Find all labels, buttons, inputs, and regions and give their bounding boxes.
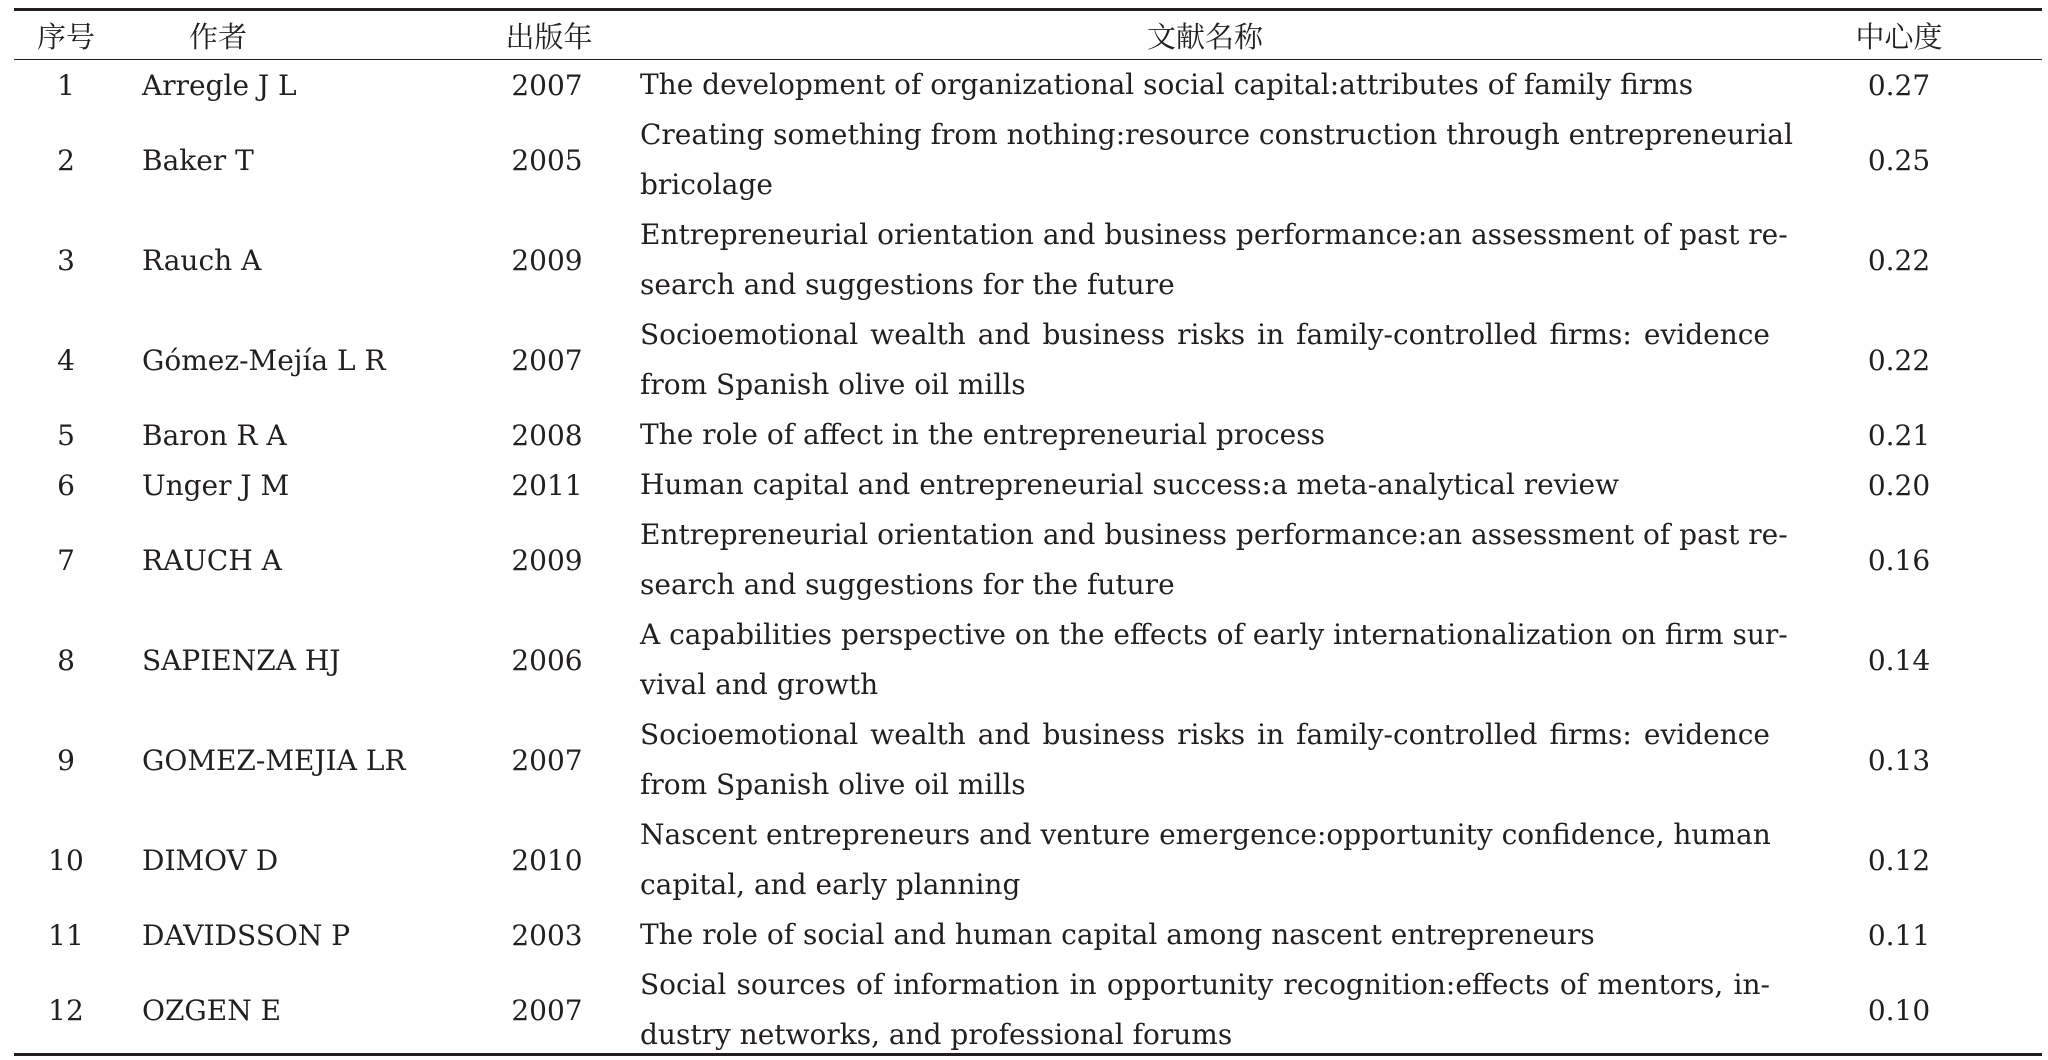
row-centrality: 0.22 [1867, 243, 1931, 277]
table-row [14, 810, 2042, 910]
row-title-line: A capabilities perspective on the effects of early internationalization on firm sur- [640, 618, 1788, 651]
row-year: 2003 [511, 918, 583, 952]
table-row [14, 960, 2042, 1060]
row-title-line: The development of organizational social capital:attributes of family firms [640, 68, 1694, 101]
row-number: 9 [57, 743, 75, 777]
row-title-line: The role of social and human capital among nascent entrepreneurs [640, 918, 1595, 951]
row-number: 5 [57, 418, 75, 452]
row-author: Baron R A [142, 418, 287, 452]
row-number: 7 [57, 543, 75, 577]
row-number: 11 [48, 918, 84, 952]
row-title [640, 460, 1770, 510]
row-number: 3 [57, 243, 75, 277]
row-title [640, 110, 1793, 210]
row-title-line: search and suggestions for the future [640, 268, 1175, 301]
header-centrality: 中心度 [1855, 19, 1943, 54]
table-row [14, 460, 2042, 510]
row-author: DIMOV D [142, 843, 279, 877]
table-row [14, 110, 2042, 210]
row-title [640, 510, 1788, 610]
row-author: Arregle J L [142, 68, 297, 102]
row-title [640, 610, 1788, 710]
table-row [14, 510, 2042, 610]
header-title: 文献名称 [1146, 19, 1263, 54]
table-row [14, 410, 2042, 460]
row-centrality: 0.16 [1867, 543, 1931, 577]
row-number: 6 [57, 468, 75, 502]
row-year: 2010 [511, 843, 583, 877]
row-centrality: 0.13 [1867, 743, 1931, 777]
row-centrality: 0.25 [1867, 143, 1931, 177]
row-title-line: The role of affect in the entrepreneurial process [640, 418, 1325, 451]
table-row [14, 60, 2042, 110]
row-centrality: 0.14 [1867, 643, 1931, 677]
table-row [14, 610, 2042, 710]
row-centrality: 0.12 [1867, 843, 1931, 877]
row-title-line: vival and growth [640, 668, 879, 701]
row-title [640, 960, 1770, 1060]
header-author: 作者 [188, 19, 247, 54]
row-year: 2009 [511, 543, 583, 577]
row-author: GOMEZ-MEJIA LR [142, 743, 406, 777]
row-centrality: 0.20 [1867, 468, 1931, 502]
row-year: 2007 [511, 743, 583, 777]
row-year: 2007 [511, 993, 583, 1027]
row-number: 12 [48, 993, 84, 1027]
row-title-line: Entrepreneurial orientation and business performance:an assessment of past re- [640, 218, 1788, 251]
row-number: 8 [57, 643, 75, 677]
row-title-line: search and suggestions for the future [640, 568, 1175, 601]
row-author: SAPIENZA HJ [142, 643, 341, 677]
row-centrality: 0.10 [1867, 993, 1931, 1027]
row-year: 2006 [511, 643, 583, 677]
row-centrality: 0.27 [1867, 68, 1931, 102]
row-title [640, 60, 1770, 110]
row-year: 2011 [511, 468, 583, 502]
row-author: RAUCH A [142, 543, 282, 577]
row-title-line: bricolage [640, 168, 773, 201]
row-title-line: Socioemotional wealth and business risks in family-controlled firms: evidence [640, 718, 1770, 751]
table-row [14, 310, 2042, 410]
row-number: 10 [48, 843, 84, 877]
row-author: Baker T [142, 143, 254, 177]
row-title [640, 810, 1770, 910]
row-title-line: from Spanish olive oil mills [640, 768, 1026, 801]
row-year: 2008 [511, 418, 583, 452]
row-author: DAVIDSSON P [142, 918, 351, 952]
header-no: 序号 [36, 19, 95, 54]
row-year: 2005 [511, 143, 583, 177]
row-title [640, 310, 1770, 410]
row-number: 4 [57, 343, 75, 377]
row-title [640, 410, 1770, 460]
header-year: 出版年 [505, 19, 593, 54]
row-centrality: 0.11 [1867, 918, 1931, 952]
row-title-line: Entrepreneurial orientation and business performance:an assessment of past re- [640, 518, 1788, 551]
row-author: Gómez-Mejía L R [142, 343, 386, 377]
row-title-line: Creating something from nothing:resource construction through entrepreneurial [640, 118, 1793, 151]
row-title-line: dustry networks, and professional forums [640, 1018, 1233, 1051]
row-title-line: Socioemotional wealth and business risks in family-controlled firms: evidence [640, 318, 1770, 351]
table-row [14, 210, 2042, 310]
row-title-line: Social sources of information in opportunity recognition:effects of mentors, in- [640, 968, 1770, 1001]
row-title-line: Nascent entrepreneurs and venture emergence:opportunity confidence, human [640, 818, 1771, 851]
row-title-line: from Spanish olive oil mills [640, 368, 1026, 401]
table-header-row [14, 11, 2042, 59]
row-year: 2009 [511, 243, 583, 277]
row-centrality: 0.21 [1867, 418, 1931, 452]
table-row [14, 910, 2042, 960]
row-author: Unger J M [142, 468, 290, 502]
row-author: Rauch A [142, 243, 262, 277]
row-title [640, 910, 1770, 960]
row-author: OZGEN E [142, 993, 282, 1027]
table-row [14, 710, 2042, 810]
row-number: 2 [57, 143, 75, 177]
row-number: 1 [57, 68, 75, 102]
row-title-line: Human capital and entrepreneurial success:a meta-analytical review [640, 468, 1619, 501]
row-title [640, 210, 1788, 310]
row-year: 2007 [511, 68, 583, 102]
row-centrality: 0.22 [1867, 343, 1931, 377]
row-title-line: capital, and early planning [640, 868, 1021, 901]
row-title [640, 710, 1770, 810]
row-year: 2007 [511, 343, 583, 377]
